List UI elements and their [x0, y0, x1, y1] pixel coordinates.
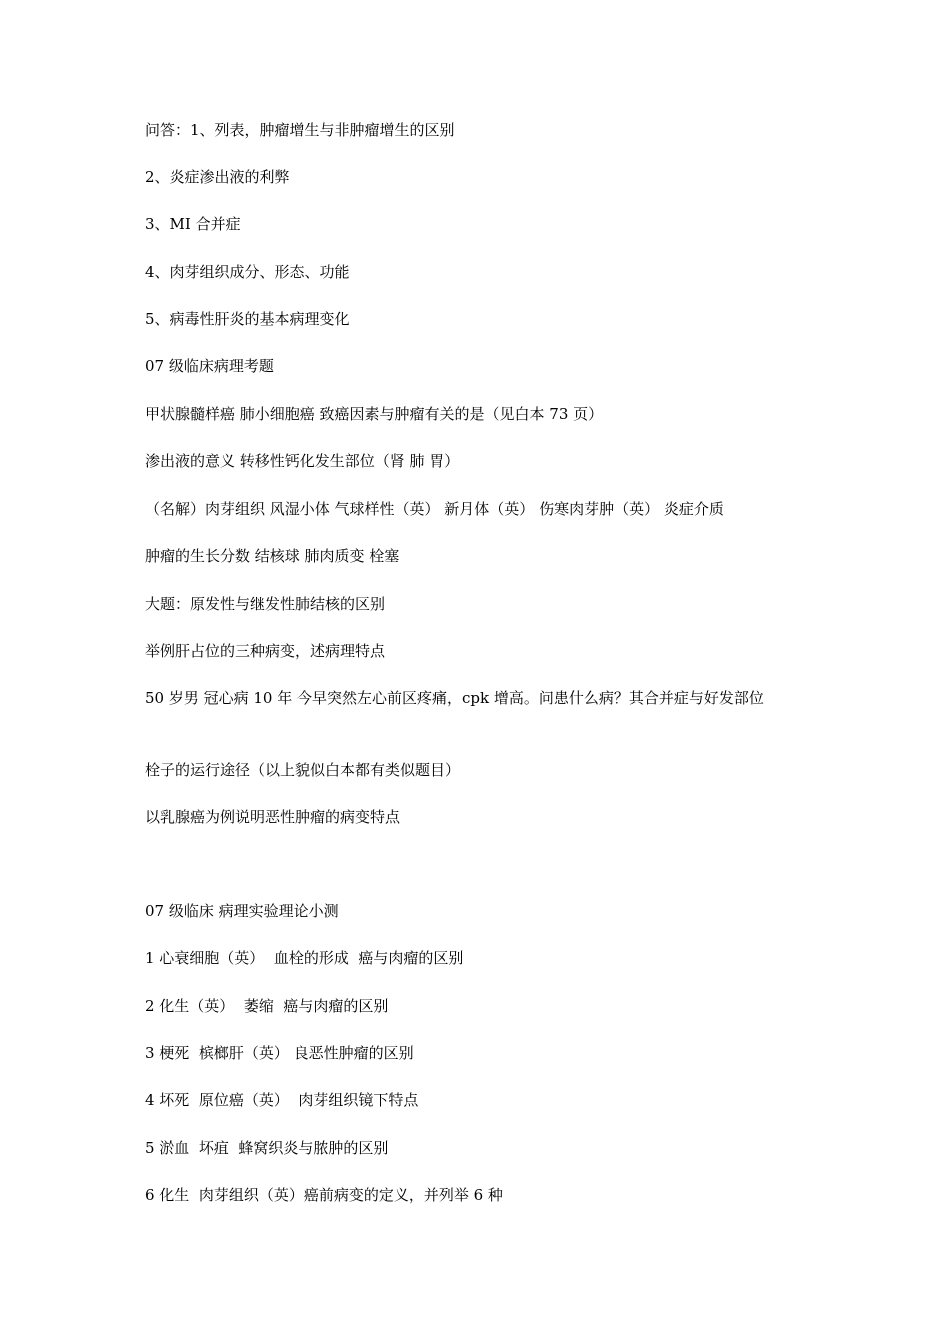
exam-big-question-4: 栓子的运行途径（以上貌似白本都有类似题目） [145, 761, 461, 779]
question-item-2: 2、炎症渗出液的利弊 [145, 168, 290, 186]
exam-line-4: 肿瘤的生长分数 结核球 肺肉质变 栓塞 [145, 547, 400, 565]
exam-big-question-3: 50 岁男 冠心病 10 年 今早突然左心前区疼痛，cpk 增高。问患什么病？其合并症与好发部位 [145, 689, 764, 707]
question-item-5: 5、病毒性肝炎的基本病理变化 [145, 310, 350, 328]
exam-line-1: 甲状腺髓样癌 肺小细胞癌 致癌因素与肿瘤有关的是（见白本 73 页） [145, 405, 604, 423]
question-item-4: 4、肉芽组织成分、形态、功能 [145, 263, 350, 281]
quiz-item-5: 5 淤血 坏疽 蜂窝织炎与脓肿的区别 [145, 1139, 389, 1157]
exam-big-question-2: 举例肝占位的三种病变，述病理特点 [145, 642, 386, 660]
exam-big-question-1: 大题：原发性与继发性肺结核的区别 [145, 595, 386, 613]
quiz-item-6: 6 化生 肉芽组织（英）癌前病变的定义，并列举 6 种 [145, 1186, 503, 1204]
exam-big-question-5: 以乳腺癌为例说明恶性肿瘤的病变特点 [145, 808, 401, 826]
quiz-item-4: 4 坏死 原位癌（英） 肉芽组织镜下特点 [145, 1091, 419, 1109]
quiz-item-3: 3 梗死 槟榔肝（英） 良恶性肿瘤的区别 [145, 1044, 414, 1062]
quiz-item-1: 1 心衰细胞（英） 血栓的形成 癌与肉瘤的区别 [145, 949, 464, 967]
quiz-item-2: 2 化生（英） 萎缩 癌与肉瘤的区别 [145, 997, 389, 1015]
question-item-3: 3、MI 合并症 [145, 215, 241, 233]
section-heading-exam: 07 级临床病理考题 [145, 357, 274, 375]
section-heading-lab-quiz: 07 级临床 病理实验理论小测 [145, 902, 339, 920]
question-intro-line: 问答：1、列表，肿瘤增生与非肿瘤增生的区别 [145, 121, 455, 139]
exam-line-2: 渗出液的意义 转移性钙化发生部位（肾 肺 胃） [145, 452, 460, 470]
exam-line-terms: （名解）肉芽组织 风湿小体 气球样性（英） 新月体（英） 伤寒肉芽肿（英） 炎症介质 [145, 500, 724, 518]
